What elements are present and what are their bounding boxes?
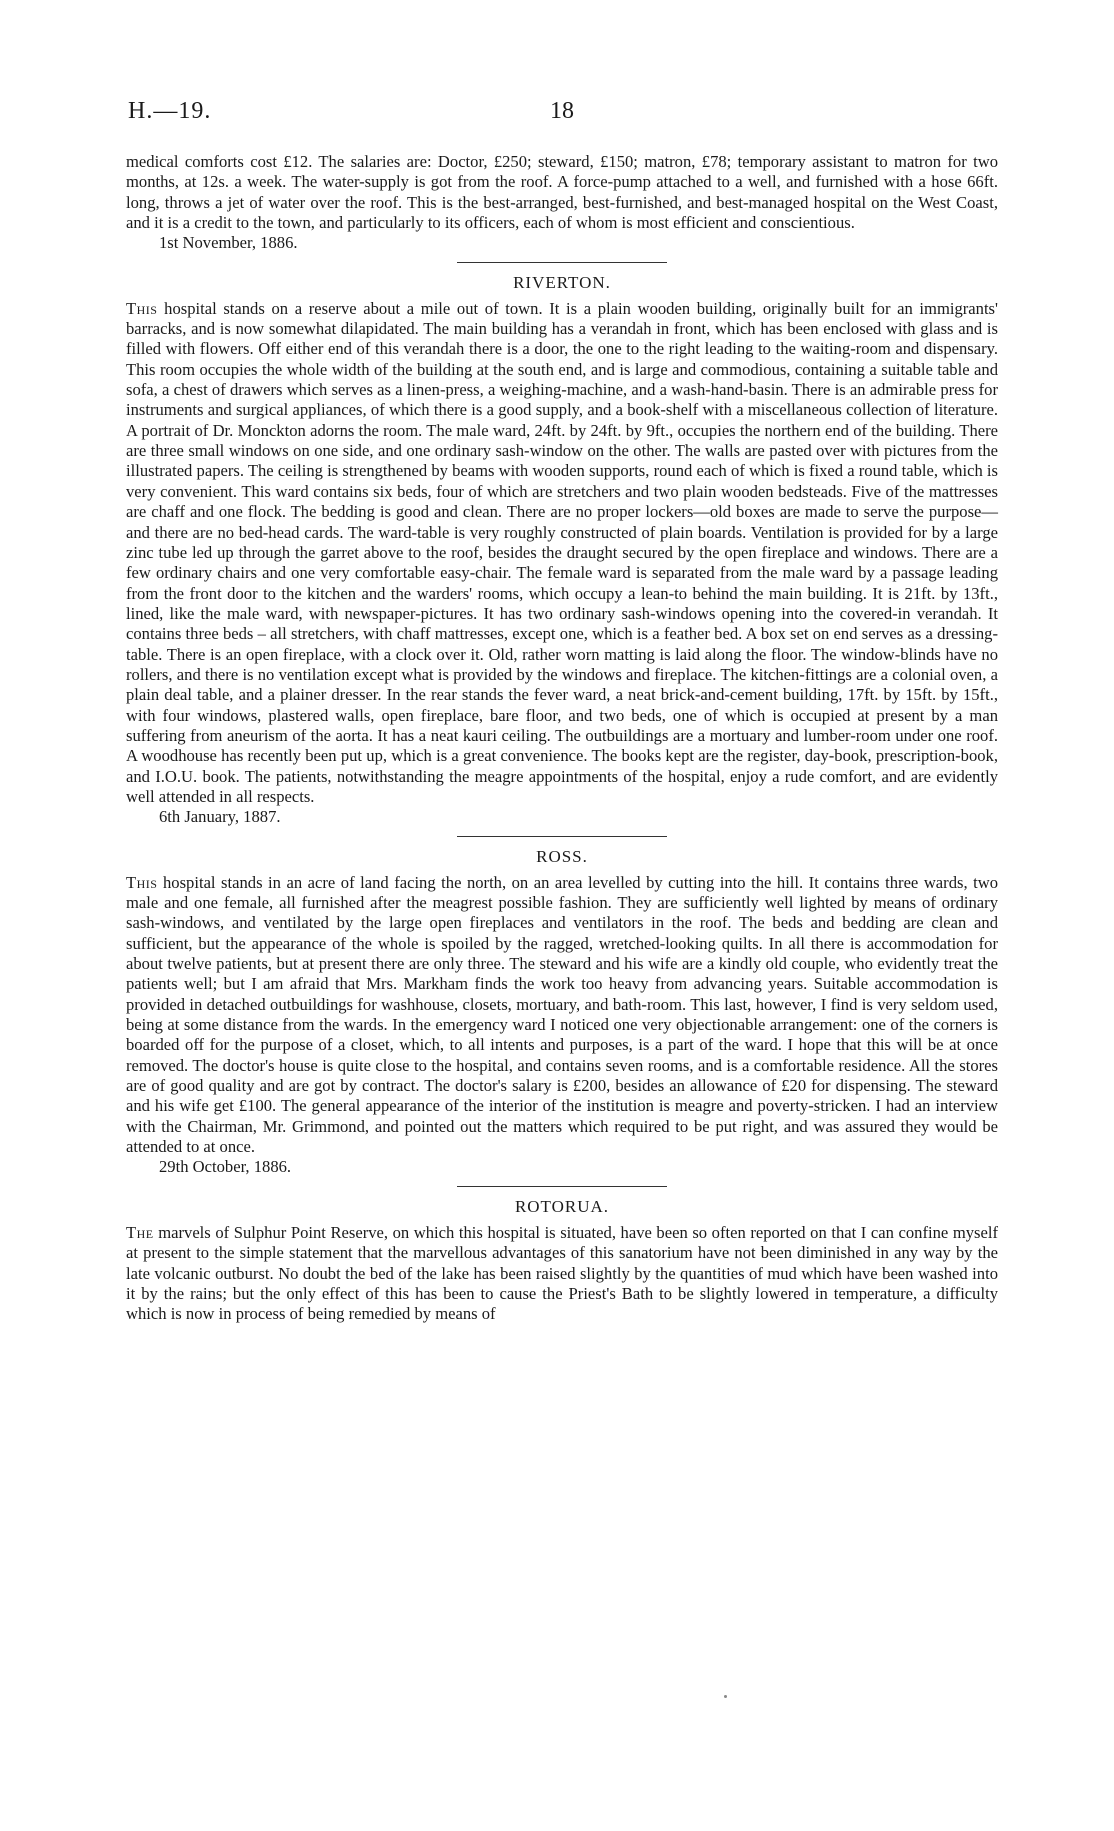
intro-paragraph: medical comforts cost £12. The salaries are: Doctor, £250; steward, £150; matron, £78; temporary assistant to matron for two months, at 12s. a week. The water-supply is got from the roof. A force-pump attached to a well, and furnished with a hose 66ft. long, throws a jet of water over the roof. This is the best-arranged, best-furnished, and best-managed hospital on the West Coast, and it is a credit to the town, and particularly to its officers, each of whom is most efficient and conscientious. xyxy=(126,152,998,233)
rotorua-paragraph xyxy=(126,1223,998,1325)
page-number: 18 xyxy=(550,98,574,124)
page-reference: H.—19. xyxy=(128,98,212,124)
section-divider xyxy=(457,262,667,263)
print-speck xyxy=(724,1695,727,1698)
page-header xyxy=(128,98,996,132)
section-heading-rotorua: ROTORUA. xyxy=(514,1196,610,1216)
riverton-paragraph xyxy=(126,299,998,808)
riverton-lead-word: This xyxy=(126,298,158,318)
section-heading-riverton: RIVERTON. xyxy=(513,272,611,292)
ross-text: hospital stands in an acre of land facing the north, on an area levelled by cutting into the hill. It contains three wards, two male and one female, all furnished after the meagrest possible fashion. They are sufficiently well lighted by means of ordinary sash-windows, and ventilated by the large open fireplaces and ventilators in the roof. The beds and bedding are clean and sufficient, but the appearance of the whole is spoiled by the ragged, wretched-looking quilts. In all there is accommodation for about twelve patients, but at present there are only three. The steward and his wife are a kindly old couple, who evidently treat the patients well; but I am afraid that Mrs. Markham finds the work too heavy from advancing years. Suitable accommodation is provided in detached outbuildings for washhouse, closets, mortuary, and bath-room. This last, however, I find is very seldom used, being at some distance from the wards. In the emergency ward I noticed one very objectionable arrangement: one of the corners is boarded off for the purpose of a closet, which, to all intents and purposes, is a part of the ward. I hope that this will be at once removed. The doctor's house is quite close to the hospital, and contains seven rooms, and is a comfortable residence. All the stores are of good quality and are got by contract. The doctor's salary is £200, besides an allowance of £20 for dispensing. The steward and his wife get £100. The general appearance of the interior of the institution is meagre and poverty-stricken. I had an interview with the Chairman, Mr. Grimmond, and pointed out the matters which required to be put right, and was assured they would be attended to at once. xyxy=(126,872,998,1157)
riverton-date: 6th January, 1887. xyxy=(159,807,281,827)
section-divider xyxy=(457,1186,667,1187)
ross-date: 29th October, 1886. xyxy=(159,1157,292,1177)
ross-paragraph xyxy=(126,873,998,1158)
rotorua-lead-word: The xyxy=(126,1222,154,1242)
ross-lead-word: This xyxy=(126,872,158,892)
section-divider xyxy=(457,836,667,837)
section-heading-ross: ROSS. xyxy=(536,846,588,866)
rotorua-text: marvels of Sulphur Point Reserve, on which this hospital is situated, have been so often reported on that I can confine myself at present to the simple statement that the marvellous advantages of this sanatorium have not been diminished in any way by the late volcanic outburst. No doubt the bed of the lake has been raised slightly by the quantities of mud which have been washed into it by the rains; but the only effect of this has been to cause the Priest's Bath to be slightly lowered in temperature, a difficulty which is now in process of being remedied by means of xyxy=(126,1222,998,1324)
body-column xyxy=(126,152,998,1325)
riverton-text: hospital stands on a reserve about a mile out of town. It is a plain wooden building, originally built for an immigrants' barracks, and is now somewhat dilapidated. The main building has a verandah in front, which has been enclosed with glass and is filled with flowers. Off either end of this verandah there is a door, the one to the right leading to the waiting-room and dispensary. This room occupies the whole width of the building at the south end, and is large and commodious, containing a suitable table and sofa, a chest of drawers which serves as a linen-press, a weighing-machine, and a wash-hand-basin. There is an admirable press for instruments and surgical appliances, of which there is a good supply, and a book-shelf with a miscellaneous collection of literature. A portrait of Dr. Monckton adorns the room. The male ward, 24ft. by 24ft. by 9ft., occupies the northern end of the building. There are three small windows on one side, and one ordinary sash-window on the other. The walls are pasted over with pictures from the illustrated papers. The ceiling is strengthened by beams with wooden supports, round each of which is fixed a round table, which is very convenient. This ward contains six beds, four of which are stretchers and two plain wooden bedsteads. Five of the mattresses are chaff and one flock. The bedding is good and clean. There are no proper lockers—old boxes are made to serve the purpose—and there are no bed-head cards. The ward-table is very roughly constructed of plain boards. Ventilation is provided for by a large zinc tube led up through the garret above to the roof, besides the draught secured by the open fireplace and windows. There are a few ordinary chairs and one very comfortable easy-chair. The female ward is separated from the male ward by a passage leading from the front door to the kitchen and the warders' rooms, which occupy a lean-to behind the main building. It is 21ft. by 13ft., lined, like the male ward, with newspaper-pictures. It has two ordinary sash-windows opening into the covered-in verandah. It contains three beds – all stretchers, with chaff mattresses, except one, which is a feather bed. A box set on end serves as a dressing-table. There is an open fireplace, with a clock over it. Old, rather worn matting is laid along the floor. The window-blinds have no rollers, and there is no ventilation except what is provided by the windows and fireplace. The kitchen-fittings are a colonial oven, a plain deal table, and a plainer dresser. In the rear stands the fever ward, a neat brick-and-cement building, 17ft. by 15ft. by 15ft., with four windows, plastered walls, open fireplace, bare floor, and two beds, one of which is occupied at present by a man suffering from aneurism of the aorta. It has a neat kauri ceiling. The outbuildings are a mortuary and lumber-room under one roof. A woodhouse has recently been put up, which is a great convenience. The books kept are the register, day-book, prescription-book, and I.O.U. book. The patients, notwithstanding the meagre appointments of the hospital, enjoy a rude comfort, and are evidently well attended in all respects. xyxy=(126,298,998,806)
intro-date: 1st November, 1886. xyxy=(159,233,298,253)
